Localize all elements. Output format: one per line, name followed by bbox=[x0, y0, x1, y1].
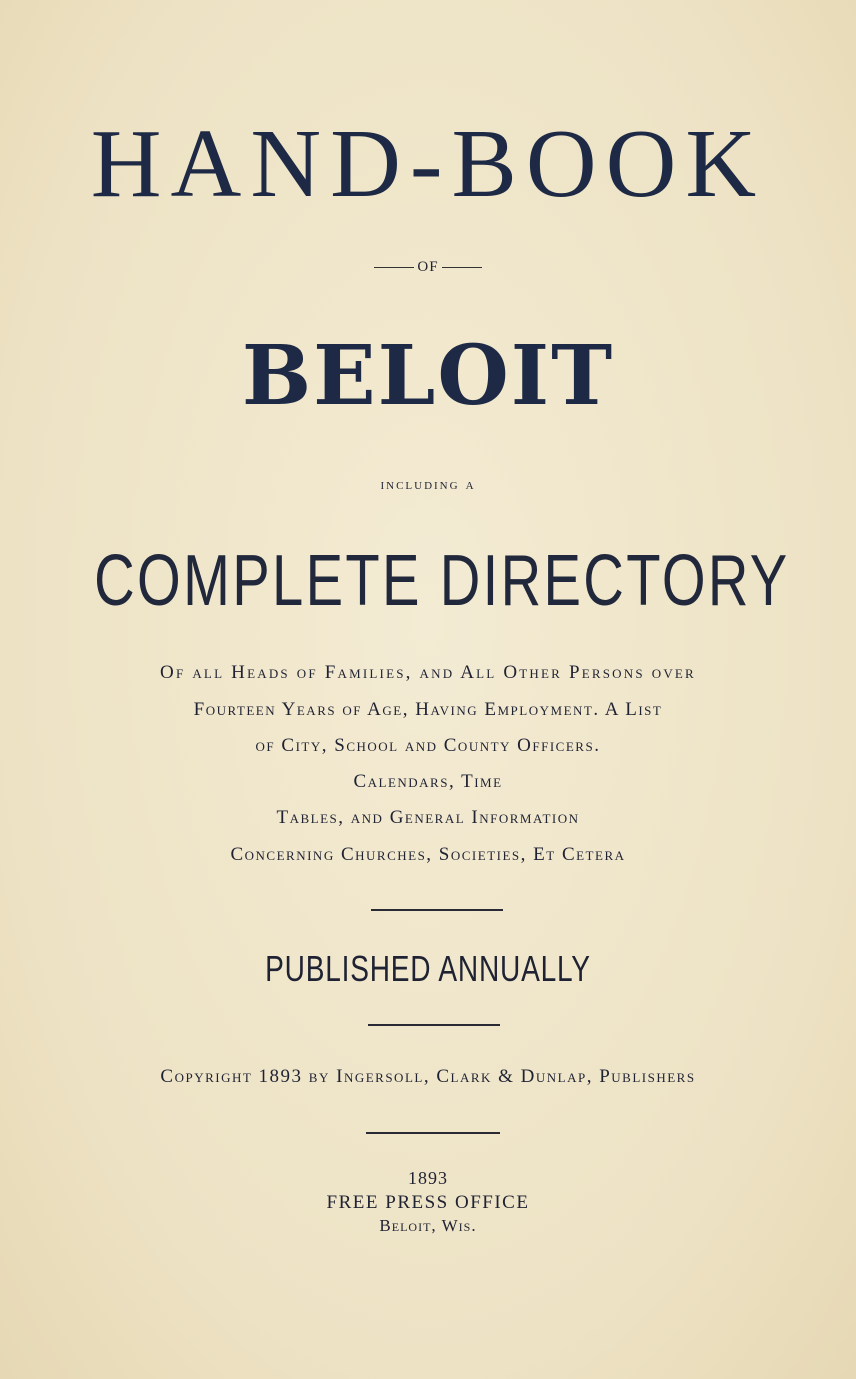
book-title: HAND-BOOK bbox=[90, 110, 766, 218]
description-line: Tables, and General Information bbox=[276, 807, 580, 828]
including-text: including a bbox=[380, 476, 476, 493]
of-dash-right bbox=[442, 267, 482, 268]
divider-rule bbox=[366, 1132, 500, 1134]
description-line: of City, School and County Officers. bbox=[255, 735, 601, 756]
of-connector bbox=[0, 259, 856, 276]
complete-directory-heading: COMPLETE DIRECTORY bbox=[94, 541, 790, 621]
imprint-office: FREE PRESS OFFICE bbox=[326, 1192, 530, 1213]
divider-rule bbox=[368, 1024, 500, 1026]
divider-rule bbox=[371, 909, 503, 911]
description-line: Of all Heads of Families, and All Other Persons over bbox=[160, 662, 696, 683]
imprint-year: 1893 bbox=[408, 1168, 448, 1188]
copyright-line: Copyright 1893 by Ingersoll, Clark & Dunlap, Publishers bbox=[160, 1066, 696, 1087]
description-line: Fourteen Years of Age, Having Employment. A List bbox=[193, 699, 663, 720]
of-text: OF bbox=[417, 259, 439, 275]
description-line: Calendars, Time bbox=[353, 771, 503, 792]
published-annually: PUBLISHED ANNUALLY bbox=[265, 948, 591, 989]
of-dash-left bbox=[374, 267, 414, 268]
city-title: BELOIT bbox=[241, 328, 615, 424]
imprint-place: Beloit, Wis. bbox=[379, 1216, 477, 1235]
description-line: Concerning Churches, Societies, Et Cetera bbox=[230, 844, 626, 865]
